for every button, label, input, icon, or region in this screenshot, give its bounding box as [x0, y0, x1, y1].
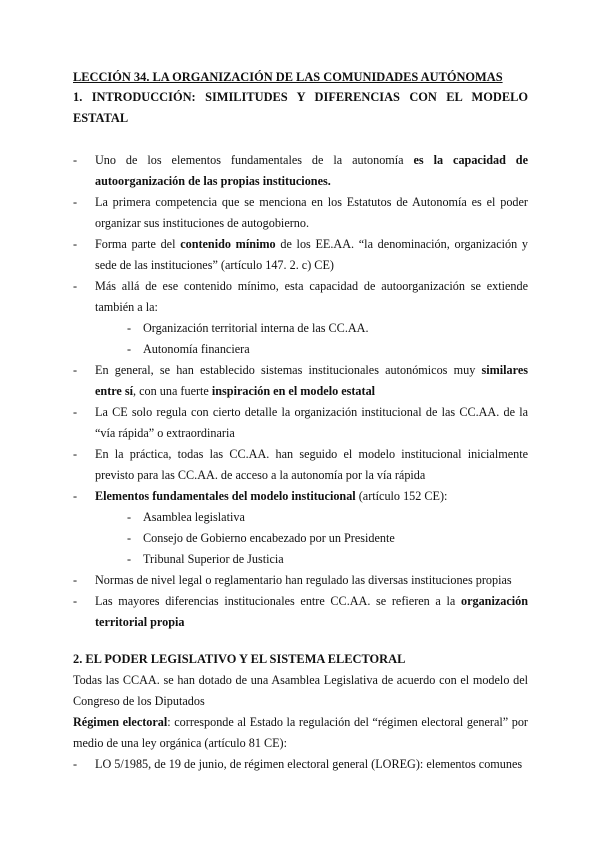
sub-list: [95, 507, 528, 570]
sub-list: [95, 318, 528, 360]
sub-list-item: - Organización territorial interna de las CC.AA.: [95, 318, 528, 339]
paragraph: Régimen electoral: corresponde al Estado la regulación del “régimen electoral general” por medio de una ley orgánica (artículo 81 CE):: [73, 715, 528, 750]
list-item: - Normas de nivel legal o reglamentario han regulado las diversas instituciones propias: [73, 570, 528, 591]
list-item: - Uno de los elementos fundamentales de la autonomía es la capacidad de autoorganización de las propias instituciones.: [73, 150, 528, 192]
lesson-title: LECCIÓN 34. LA ORGANIZACIÓN DE LAS COMUNIDADES AUTÓNOMAS: [73, 70, 503, 84]
sub-list-item: - Tribunal Superior de Justicia: [95, 549, 528, 570]
sub-list-item: - Consejo de Gobierno encabezado por un Presidente: [95, 528, 528, 549]
list-item: - Forma parte del contenido mínimo de los EE.AA. “la denominación, organización y sede de las instituciones” (artículo 147. 2. c) CE): [73, 234, 528, 276]
list-item: - LO 5/1985, de 19 de junio, de régimen electoral general (LOREG): elementos comunes: [73, 754, 528, 775]
section-2-heading: 2. EL PODER LEGISLATIVO Y EL SISTEMA ELECTORAL: [73, 652, 406, 666]
section-1-heading: 1. INTRODUCCIÓN: SIMILITUDES Y DIFERENCIAS CON EL MODELO ESTATAL: [73, 90, 528, 125]
list-item: - La CE solo regula con cierto detalle la organización institucional de las CC.AA. de la “vía rápida” o extraordinaria: [73, 402, 528, 444]
sub-list-item: - Autonomía financiera: [95, 339, 528, 360]
list-item: - En general, se han establecido sistemas institucionales autonómicos muy similares entre sí, con una fuerte inspiración en el modelo estatal: [73, 360, 528, 402]
list-item: - Elementos fundamentales del modelo institucional (artículo 152 CE): - Asamblea legislativa - Consejo de Gobierno encabezado por un Presidente - Tribunal Superior de Justicia: [73, 486, 528, 570]
list-item: - Las mayores diferencias institucionales entre CC.AA. se refieren a la organización territorial propia: [73, 591, 528, 633]
section-2-list: [73, 754, 528, 775]
list-item: - La primera competencia que se menciona en los Estatutos de Autonomía es el poder organizar sus instituciones de autogobierno.: [73, 192, 528, 234]
list-item: - Más allá de ese contenido mínimo, esta capacidad de autoorganización se extiende también a la: - Organización territorial interna de las CC.AA. - Autonomía financiera: [73, 276, 528, 360]
document-page: [73, 68, 528, 775]
paragraph: Todas las CCAA. se han dotado de una Asamblea Legislativa de acuerdo con el modelo del Congreso de los Diputados: [73, 673, 528, 708]
list-item: - En la práctica, todas las CC.AA. han seguido el modelo institucional inicialmente previsto para las CC.AA. de acceso a la autonomía por la vía rápida: [73, 444, 528, 486]
section-1-list: [73, 150, 528, 633]
sub-list-item: - Asamblea legislativa: [95, 507, 528, 528]
